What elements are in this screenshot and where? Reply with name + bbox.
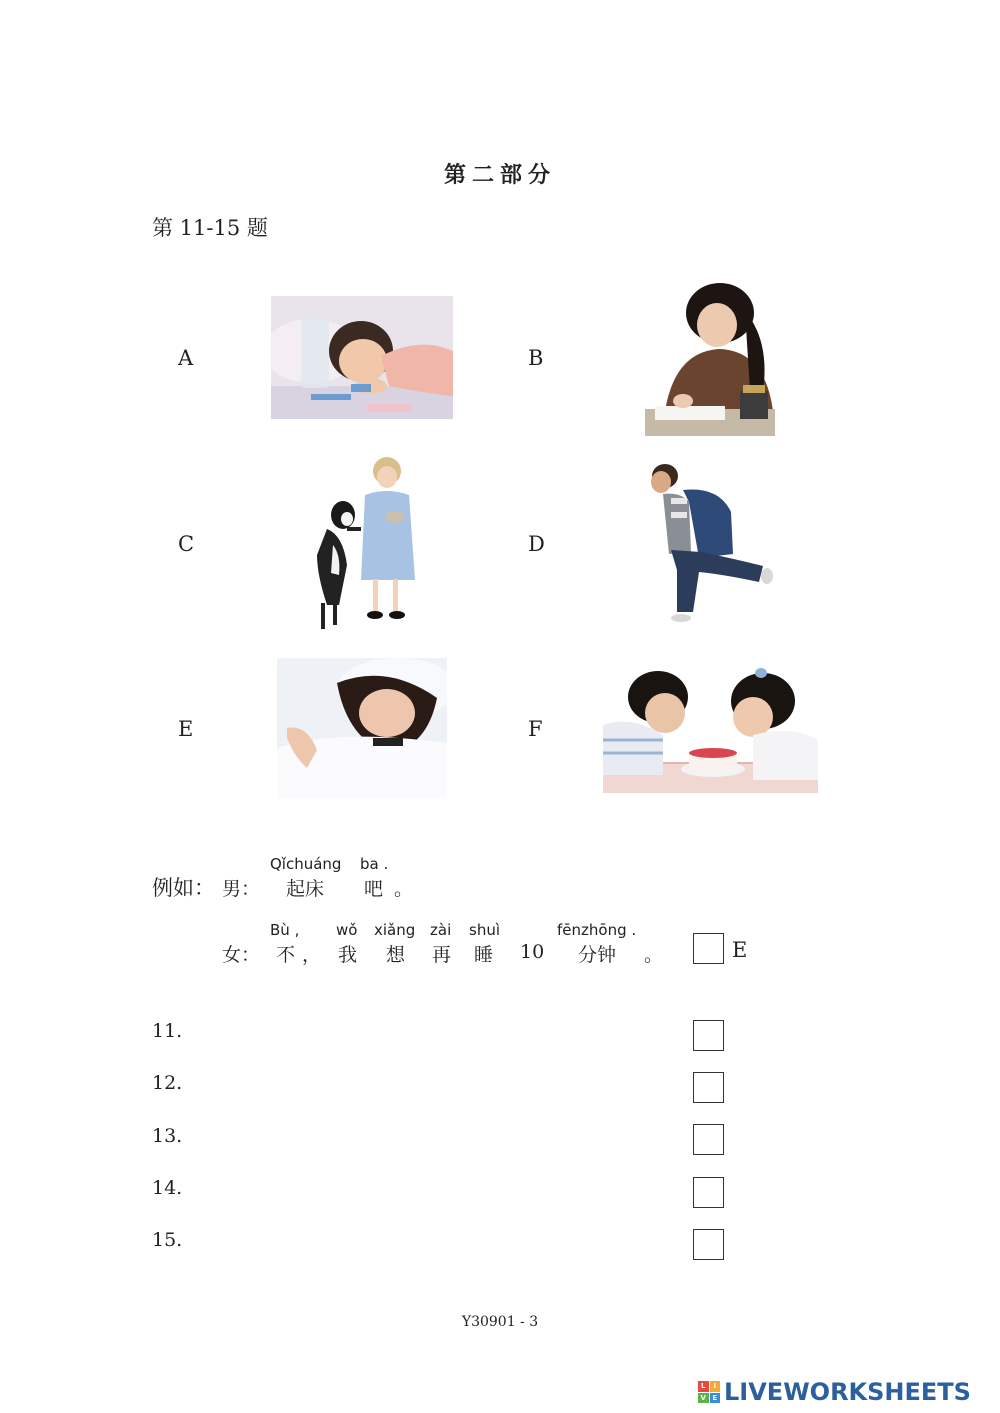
photo-girl-with-dog	[303, 455, 421, 633]
example-speaker-male: 男：	[222, 878, 261, 900]
pinyin-shui: shuì	[469, 921, 500, 939]
hanzi-period-2: 。	[644, 944, 664, 966]
pinyin-wo: wǒ	[336, 921, 358, 939]
example-answer-letter: E	[732, 938, 748, 962]
answer-box-13[interactable]	[693, 1124, 724, 1155]
question-range: 第 11-15 题	[152, 216, 268, 240]
option-letter-d: D	[528, 532, 545, 556]
photo-woman-writing-at-desk	[645, 281, 775, 436]
example-answer-box	[693, 933, 724, 964]
hanzi-xiang: 想	[386, 944, 406, 966]
answer-box-15[interactable]	[693, 1229, 724, 1260]
hanzi-period-1: 。	[394, 878, 414, 900]
example-speaker-female: 女：	[222, 944, 261, 966]
hanzi-qichuang: 起床	[286, 878, 325, 900]
photo-woman-sleeping-in-bed	[277, 658, 447, 799]
question-number-15: 15.	[152, 1229, 183, 1251]
hanzi-ba: 吧	[364, 878, 384, 900]
photo-girl-sick-with-pills	[271, 296, 453, 419]
hanzi-bu: 不	[276, 944, 296, 966]
question-number-11: 11.	[152, 1020, 183, 1042]
pinyin-zai: zài	[430, 921, 452, 939]
answer-box-11[interactable]	[693, 1020, 724, 1051]
page-footer-code: Y30901 - 3	[461, 1314, 539, 1330]
liveworksheets-logo	[698, 1378, 971, 1406]
hanzi-comma: ，	[302, 944, 322, 966]
logo-text: LIVEWORKSHEETS	[724, 1378, 971, 1406]
option-letter-a: A	[178, 346, 194, 370]
question-number-12: 12.	[152, 1072, 183, 1094]
pinyin-xiang: xiǎng	[374, 921, 416, 939]
hanzi-wo: 我	[338, 944, 358, 966]
answer-box-14[interactable]	[693, 1177, 724, 1208]
pinyin-bu: Bù ,	[270, 921, 300, 939]
photo-children-eating-cake	[603, 665, 818, 793]
logo-grid-icon: L I V E	[698, 1381, 720, 1403]
pinyin-fenzhong: fēnzhōng .	[557, 921, 637, 939]
option-letter-b: B	[528, 346, 544, 370]
section-title: 第二部分	[443, 162, 556, 188]
example-label: 例如：	[152, 876, 215, 900]
option-letter-e: E	[178, 717, 194, 741]
pinyin-ba: ba .	[360, 855, 389, 873]
hanzi-shui: 睡	[474, 944, 494, 966]
answer-box-12[interactable]	[693, 1072, 724, 1103]
pinyin-qichuang: Qǐchuáng	[270, 855, 342, 873]
question-number-14: 14.	[152, 1177, 183, 1199]
hanzi-zai: 再	[432, 944, 452, 966]
option-letter-c: C	[178, 532, 195, 556]
hanzi-fenzhong: 分钟	[578, 944, 617, 966]
photo-boy-running-with-backpack	[641, 462, 776, 627]
number-10: 10	[520, 941, 545, 963]
question-number-13: 13.	[152, 1125, 183, 1147]
option-letter-f: F	[528, 717, 543, 741]
